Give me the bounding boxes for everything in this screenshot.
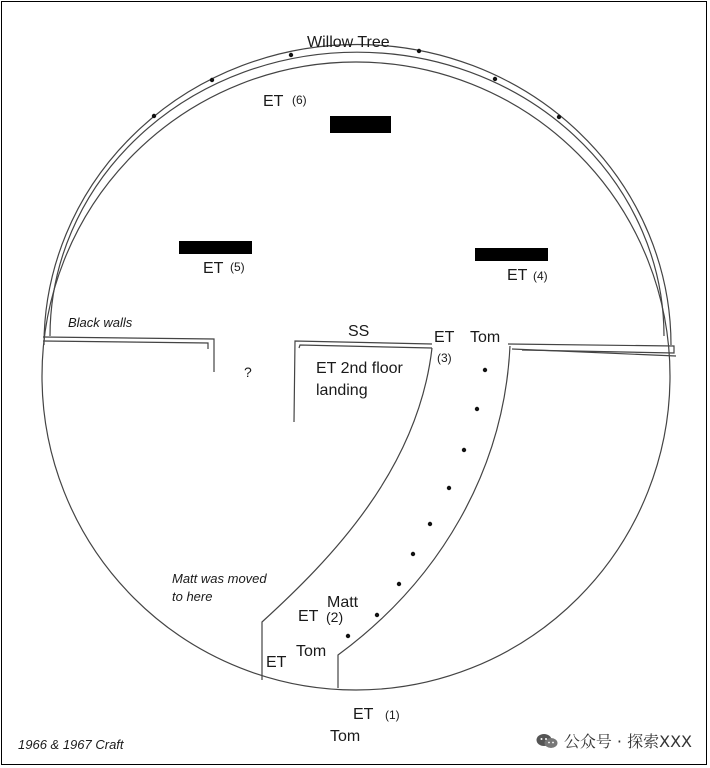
dot [397,582,401,586]
et3-number: (3) [437,351,452,365]
tom-bottom-label: Tom [330,728,361,745]
perimeter-dots [152,49,561,119]
center-wall-inner [299,345,432,348]
watermark [536,729,692,752]
tom-lower-label: Tom [296,643,327,660]
willow-tree-label: Willow Tree [307,34,390,51]
dot [152,114,156,118]
dot [289,53,293,57]
caption: 1966 & 1967 Craft [18,737,124,752]
et4-number: (4) [533,269,548,283]
dot [375,613,379,617]
dot [346,634,350,638]
dot [557,115,561,119]
watermark-text: 公众号 · 探索XXX [563,732,692,751]
dot [462,448,466,452]
question-mark: ? [244,364,252,380]
dot [475,407,479,411]
dot [417,49,421,53]
black-bar-right [475,248,548,261]
et5-number: (5) [230,260,245,274]
ss-label: SS [348,323,370,340]
et1-number: (1) [385,708,400,722]
black-walls-label: Black walls [68,315,133,330]
landing-label-line1: ET 2nd floor [316,360,403,377]
right-wall [508,344,674,353]
black-wall-left-inner [43,341,208,349]
et6-label: ET [263,93,284,110]
inner-ring-outer [44,45,671,345]
dot [411,552,415,556]
matt-note-line1: Matt was moved [172,571,267,586]
dot [493,77,497,81]
dot [210,78,214,82]
et1-label: ET [353,706,374,723]
dot [428,522,432,526]
et2-number: (2) [326,609,344,625]
matt-label: Matt [327,594,359,611]
et-lower-label: ET [266,654,287,671]
dot [447,486,451,490]
landing-label-line2: landing [316,382,368,399]
trail-dots [346,368,487,638]
inner-ring-inner [50,52,664,336]
black-bar-top [330,116,391,133]
matt-note-line2: to here [172,589,213,604]
tom-upper-label: Tom [470,329,501,346]
wechat-icon [536,733,558,749]
et5-label: ET [203,260,224,277]
black-bar-left [179,241,252,254]
et6-number: (6) [292,93,307,107]
et4-label: ET [507,267,528,284]
et3-label: ET [434,329,455,346]
dot [483,368,487,372]
et2-label: ET [298,608,319,625]
